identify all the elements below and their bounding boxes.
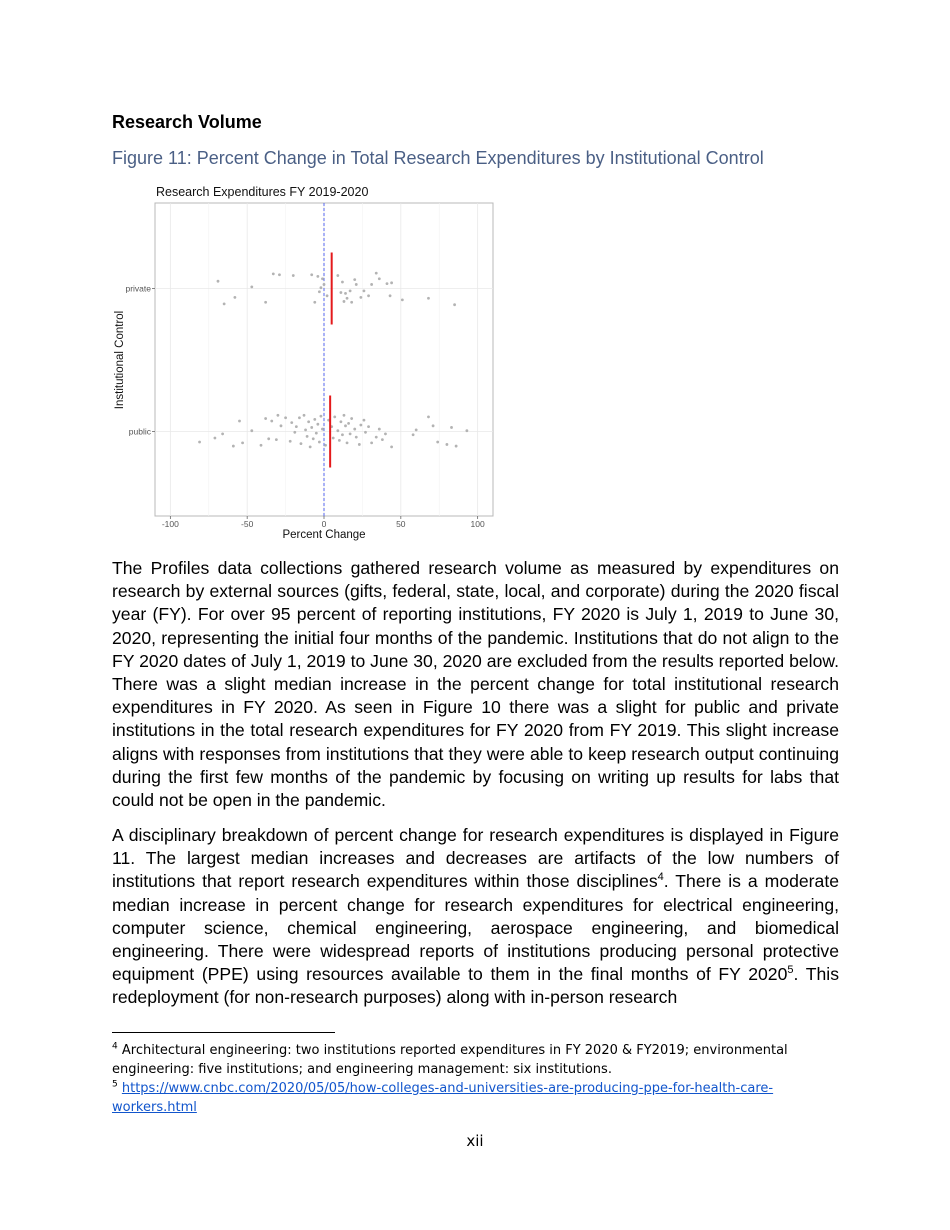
data-point-private: [453, 303, 456, 306]
section-heading: Research Volume: [112, 112, 262, 132]
footnote-5: [112, 1079, 812, 1117]
data-point-public: [381, 438, 384, 441]
data-point-public: [320, 415, 323, 418]
x-axis-label: Percent Change: [282, 529, 366, 541]
data-point-private: [349, 290, 352, 293]
data-point-public: [295, 425, 298, 428]
body-paragraph-1: The Profiles data collections gathered research volume as measured by expenditures on research by external sources (gifts, federal, state, local, and corporate) during the 2020 fiscal year (FY). For over 95 percent of reporting institutions, FY 2020 is July 1, 2019 to June 30, 2020, representing the initial four months of the pandemic. Institutions that do not align to the FY 2020 dates of July 1, 2019 to June 30, 2020 are excluded from the results reported below. There was a slight median increase in the percent change for total institutional research expenditures in FY 2020. As seen in Figure 10 there was a slight for public and private institutions in the total research expenditures for FY 2020 from FY 2019. This slight increase aligns with responses from institutions that they were able to keep research output continuing during the first few months of the pandemic by focusing on writing up results for labs that could not be open in the pandemic.: [112, 558, 839, 811]
data-point-public: [277, 414, 280, 417]
body-paragraph-2: [112, 824, 839, 1010]
data-point-private: [313, 301, 316, 304]
data-point-public: [306, 435, 309, 438]
data-point-public: [241, 441, 244, 444]
data-point-private: [355, 283, 358, 286]
data-point-private: [278, 273, 281, 276]
data-point-public: [324, 444, 327, 447]
data-point-public: [427, 416, 430, 419]
data-point-public: [346, 441, 349, 444]
data-point-private: [350, 301, 353, 304]
data-point-private: [378, 277, 381, 280]
data-point-private: [353, 278, 356, 281]
data-point-private: [250, 285, 253, 288]
data-point-public: [332, 437, 335, 440]
data-point-private: [264, 301, 267, 304]
data-point-public: [198, 441, 201, 444]
data-point-public: [347, 422, 350, 425]
data-point-public: [350, 417, 353, 420]
data-point-private: [359, 296, 362, 299]
footnote-4-number: 4: [112, 1041, 118, 1052]
data-point-public: [315, 432, 318, 435]
x-tick-label: 100: [470, 519, 485, 529]
chart-title: Research Expenditures FY 2019-2020: [156, 185, 369, 199]
data-point-private: [340, 291, 343, 294]
data-point-private: [344, 292, 347, 295]
footnote-5-link[interactable]: https://www.cnbc.com/2020/05/05/how-colleges-and-universities-are-producing-ppe-for-health-care-workers.html: [112, 1081, 774, 1115]
paragraph-2-text-c: . This redeployment (for non-research purposes) along with in-person research: [112, 964, 839, 1008]
y-tick-label-public: public: [128, 426, 151, 437]
data-point-public: [293, 431, 296, 434]
y-axis-label: Institutional Control: [114, 310, 126, 410]
data-point-private: [390, 281, 393, 284]
data-point-public: [384, 433, 387, 436]
data-point-public: [238, 420, 241, 423]
data-point-public: [359, 424, 362, 427]
data-point-private: [401, 298, 404, 301]
data-point-private: [336, 274, 339, 277]
footnote-5-number: 5: [112, 1079, 118, 1090]
data-point-public: [298, 416, 301, 419]
data-point-public: [412, 433, 415, 436]
footnote-ref-4[interactable]: 4: [657, 871, 664, 884]
data-point-private: [427, 297, 430, 300]
data-point-public: [290, 421, 293, 424]
figure-caption: Figure 11: Percent Change in Total Research Expenditures by Institutional Control: [112, 148, 764, 168]
data-point-public: [310, 426, 313, 429]
x-tick-label: 0: [321, 519, 327, 529]
data-point-public: [303, 414, 306, 417]
data-point-private: [233, 296, 236, 299]
data-point-public: [316, 423, 319, 426]
data-point-private: [272, 273, 275, 276]
x-tick-label: -100: [161, 519, 179, 529]
research-expenditures-chart: [108, 180, 498, 546]
data-point-public: [415, 428, 418, 431]
data-point-public: [270, 420, 273, 423]
data-point-private: [326, 294, 329, 297]
data-point-public: [363, 419, 366, 422]
data-point-public: [312, 437, 315, 440]
data-point-private: [217, 280, 220, 283]
data-point-public: [284, 416, 287, 419]
data-point-public: [344, 424, 347, 427]
data-point-public: [341, 433, 344, 436]
data-point-private: [370, 283, 373, 286]
data-point-public: [280, 424, 283, 427]
data-point-public: [455, 445, 458, 448]
data-point-public: [289, 440, 292, 443]
data-point-private: [318, 290, 321, 293]
data-point-public: [318, 441, 321, 444]
data-point-public: [267, 437, 270, 440]
data-point-public: [378, 428, 381, 431]
paragraph-2-text-a: A disciplinary breakdown of percent change for research expenditures is displayed in Figure 11. The largest median increases and decreases are artifacts of the low numbers of institutions that report research expenditures within those disciplines: [112, 825, 839, 892]
data-point-public: [321, 428, 324, 431]
data-point-private: [343, 300, 346, 303]
data-point-public: [358, 443, 361, 446]
data-point-private: [321, 277, 324, 280]
data-point-private: [316, 275, 319, 278]
data-point-public: [340, 420, 343, 423]
data-point-public: [436, 441, 439, 444]
data-point-public: [446, 443, 449, 446]
data-point-public: [313, 418, 316, 421]
data-point-public: [367, 425, 370, 428]
data-point-public: [355, 436, 358, 439]
footnote-ref-5[interactable]: 5: [787, 964, 794, 977]
x-tick-label: -50: [241, 519, 254, 529]
data-point-public: [465, 429, 468, 432]
data-point-private: [386, 282, 389, 285]
data-point-private: [292, 274, 295, 277]
footnote-4-text: Architectural engineering: two institutions reported expenditures in FY 2020 & FY2019; environmental engineering: five institutions; and engineering management: six institutions.: [112, 1043, 788, 1077]
data-point-public: [307, 420, 310, 423]
data-point-public: [343, 414, 346, 417]
data-point-public: [275, 438, 278, 441]
data-point-public: [338, 439, 341, 442]
data-point-public: [214, 437, 217, 440]
data-point-public: [264, 417, 267, 420]
data-point-public: [450, 426, 453, 429]
data-point-private: [375, 272, 378, 275]
x-tick-label: 50: [396, 519, 406, 529]
data-point-private: [367, 294, 370, 297]
footnote-4: [112, 1041, 812, 1079]
data-point-public: [232, 445, 235, 448]
data-point-public: [349, 433, 352, 436]
footnote-separator: [112, 1032, 335, 1033]
data-point-public: [304, 428, 307, 431]
data-point-private: [346, 297, 349, 300]
data-point-public: [364, 431, 367, 434]
y-tick-label-private: private: [125, 283, 151, 294]
data-point-private: [363, 290, 366, 293]
data-point-public: [370, 441, 373, 444]
data-point-private: [323, 283, 326, 286]
data-point-public: [333, 416, 336, 419]
paragraph-2-text-b: . There is a moderate median increase in percent change for research expenditures for electrical engineering, computer science, chemical engineering, aerospace engineering, and biomedical engineering. There were widespread reports of institutions producing personal protective equipment (PPE) using resources available to them in the final months of FY 2020: [112, 871, 839, 985]
data-point-public: [353, 428, 356, 431]
data-point-private: [320, 286, 323, 289]
data-point-public: [309, 445, 312, 448]
data-point-public: [432, 424, 435, 427]
data-point-private: [310, 273, 313, 276]
data-point-public: [300, 442, 303, 445]
data-point-public: [260, 444, 263, 447]
data-point-private: [389, 294, 392, 297]
page-number: xii: [466, 1132, 484, 1150]
data-point-private: [341, 281, 344, 284]
data-point-public: [375, 436, 378, 439]
data-point-private: [223, 302, 226, 305]
data-point-public: [221, 433, 224, 436]
data-point-public: [390, 445, 393, 448]
data-point-public: [250, 429, 253, 432]
data-point-public: [336, 429, 339, 432]
